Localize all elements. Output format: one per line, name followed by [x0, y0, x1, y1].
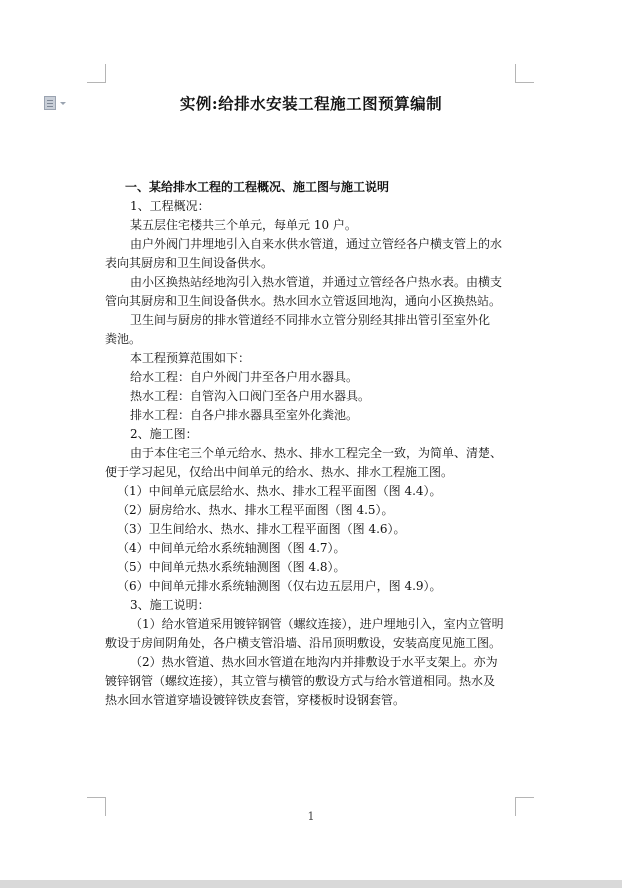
subsection-heading: 1、工程概况： [130, 199, 210, 213]
paragraph-line: 管向其厨房和卫生间设备供水。热水回水立管返回地沟，通向小区换热站。 [105, 294, 502, 308]
paragraph-line: 本工程预算范围如下： [130, 351, 251, 365]
paragraph-line: 热水工程：自管沟入口阀门至各户用水器具。 [130, 389, 371, 403]
subsection-heading: 3、施工说明： [130, 598, 210, 612]
crop-mark-top-left [87, 64, 106, 83]
crop-mark-top-right [515, 64, 534, 83]
list-item: （6）中间单元排水系统轴测图（仅右边五层用户，图 4.9）。 [117, 579, 442, 593]
subsection-heading: 2、施工图： [130, 427, 198, 441]
paragraph-line: 卫生间与厨房的排水管道经不同排水立管分别经其排出管引至室外化 [130, 313, 491, 327]
paragraph-line: 给水工程：自户外阀门井至各户用水器具。 [130, 370, 359, 384]
window-bottom-edge [0, 880, 622, 888]
list-item: （3）卫生间给水、热水、排水工程平面图（图 4.6）。 [117, 522, 406, 536]
list-item: （5）中间单元热水系统轴测图（图 4.8）。 [117, 560, 346, 574]
paragraph-line: 由户外阀门井埋地引入自来水供水管道，通过立管经各户横支管上的水 [130, 237, 503, 251]
paragraph-line: 便于学习起见，仅给出中间单元的给水、热水、排水工程施工图。 [105, 465, 454, 479]
list-item: （2）厨房给水、热水、排水工程平面图（图 4.5）。 [117, 503, 394, 517]
paragraph-line: 表向其厨房和卫生间设备供水。 [105, 256, 274, 270]
list-item: （4）中间单元给水系统轴测图（图 4.7）。 [117, 541, 346, 555]
paragraph-line: 排水工程：自各户排水器具至室外化粪池。 [130, 408, 359, 422]
paragraph-line: 由于本住宅三个单元给水、热水、排水工程完全一致，为简单、清楚、 [130, 446, 503, 460]
section-heading: 一、某给排水工程的工程概况、施工图与施工说明 [125, 180, 390, 194]
list-item: （1）中间单元底层给水、热水、排水工程平面图（图 4.4）。 [117, 484, 442, 498]
paragraph-line: （1）给水管道采用镀锌钢管（螺纹连接），进户埋地引入，室内立管明 [130, 617, 504, 631]
paragraph-line: 镀锌钢管（螺纹连接），其立管与横管的敷设方式与给水管道相同。热水及 [105, 674, 496, 688]
page-number: 1 [307, 810, 315, 823]
document-body [105, 178, 517, 710]
document-title: 实例:给排水安装工程施工图预算编制 [179, 94, 443, 113]
paragraph-line: 敷设于房间阴角处，各户横支管沿墙、沿吊顶明敷设，安装高度见施工图。 [105, 636, 502, 650]
paragraph-line: 热水回水管道穿墙设镀锌铁皮套管，穿楼板时设钢套管。 [105, 693, 406, 707]
paragraph-line: 由小区换热站经地沟引入热水管道，并通过立管经各户热水表。由横支 [130, 275, 503, 289]
paragraph-line: 某五层住宅楼共三个单元，每单元 10 户。 [130, 218, 357, 232]
paragraph-line: 粪池。 [105, 332, 142, 346]
paragraph-line: （2）热水管道、热水回水管道在地沟内并排敷设于水平支架上。亦为 [130, 655, 498, 669]
